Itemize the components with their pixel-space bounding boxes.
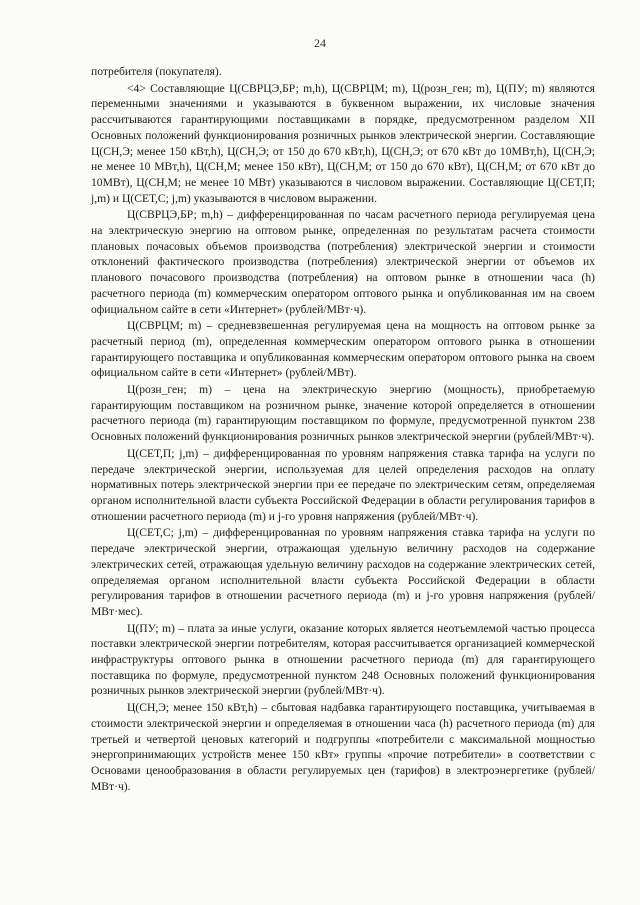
paragraph-0: потребителя (покупателя). — [91, 65, 222, 78]
paragraph-6: Ц(СЕТ,С; j,m) – дифференцированная по уровням напряжения ставка тарифа на услуги по передаче электрической энергии, отражающая удельную величину расходов на содержание электрических сетей, отражающая удельную величину расходов на содержание электрических сетей, определяемая органом исполнительной власти субъекта Российской Федерации в области регулирования тарифов в отношении расчетного периода (m) и j-го уровня напряжения (рублей/МВт·мес). — [91, 526, 595, 618]
paragraph-5: Ц(СЕТ,П; j,m) – дифференцированная по уровням напряжения ставка тарифа на услуги по передаче электрической энергии, используемая для целей определения расходов на оплату нормативных потерь электрической энергии при ее передаче по электрическим сетям, определяемая органом исполнительной власти субъекта Российской Федерации в области регулирования тарифов в отношении расчетного периода (m) и j-го уровня напряжения (рублей/МВт·ч). — [91, 446, 595, 523]
paragraph-2: Ц(СВРЦЭ,БР; m,h) – дифференцированная по часам расчетного периода регулируемая цена на электрическую энергию на оптовом рынке, определенная по результатам расчета стоимости плановых почасовых объемов производства (потребления) электрической энергии и стоимости отклонений фактического производства (потребления) электрической энергии от объемов их планового почасового производства (потребления) на оптовом рынке в отношении часа (h) расчетного периода (m) коммерческим оператором оптового рынка и опубликованная им на своем официальном сайте в сети «Интернет» (рублей/МВт·ч). — [91, 208, 595, 316]
page-number: 24 — [314, 36, 326, 50]
paragraph-1: <4> Составляющие Ц(СВРЦЭ,БР; m,h), Ц(СВРЦМ; m), Ц(розн_ген; m), Ц(ПУ; m) являются переменными значениями и указываются в буквенном выражении, их числовые значения рассчитываются гарантирующими поставщиками в порядке, предусмотренном разделом XII Основных положений функционирования розничных рынков электрической энергии. Составляющие Ц(СН,Э; менее 150 кВт,h), Ц(СН,Э; от 150 до 670 кВт,h), Ц(СН,Э; от 670 кВт до 10МВт,h), Ц(СН,Э; не менее 10 МВт,h), Ц(СН,М; менее 150 кВт), Ц(СН,М; от 150 до 670 кВт), Ц(СН,М; от 670 кВт до 10МВт), Ц(СН,М; не менее 10 МВт) указываются в числовом выражении. Составляющие Ц(СЕТ,П; j,m) и Ц(СЕТ,С; j,m) указываются в числовом выражении. — [91, 81, 595, 205]
paragraph-4: Ц(розн_ген; m) – цена на электрическую энергию (мощность), приобретаемую гарантирующим поставщиком на розничном рынке, значение которой определяется в отношении расчетного периода (m) гарантирующим поставщиком по формуле, предусмотренной пунктом 238 Основных положений функционирования розничных рынков электрической энергии (рублей/МВт·ч). — [91, 383, 595, 444]
paragraph-3: Ц(СВРЦМ; m) – средневзвешенная регулируемая цена на мощность на оптовом рынке за расчетный период (m), определенная коммерческим оператором оптового рынка в отношении гарантирующего поставщика и опубликованная коммерческим оператором оптового рынка на своем официальном сайте в сети «Интернет» (рублей/МВт). — [91, 319, 595, 380]
paragraph-7: Ц(ПУ; m) – плата за иные услуги, оказание которых является неотъемлемой частью процесса поставки электрической энергии потребителям, которая рассчитывается организацией коммерческой инфраструктуры оптового рынка в отношении расчетного периода (m) для гарантирующего поставщика по формуле, предусмотренной пунктом 248 Основных положений функционирования розничных рынков электрической энергии (рублей/МВт·ч). — [91, 621, 595, 698]
document-body — [91, 64, 595, 794]
paragraph-8: Ц(СН,Э; менее 150 кВт,h) – сбытовая надбавка гарантирующего поставщика, учитываемая в стоимости электрической энергии и определяемая в отношении часа (h) расчетного периода (m) для третьей и четвертой ценовых категорий и подгруппы «потребители с максимальной мощностью энергопринимающих устройств менее 150 кВт» группы «прочие потребители» в соответствии с Основами ценообразования в области регулируемых цен (тарифов) в электроэнергетике (рублей/МВт·ч). — [91, 701, 595, 793]
